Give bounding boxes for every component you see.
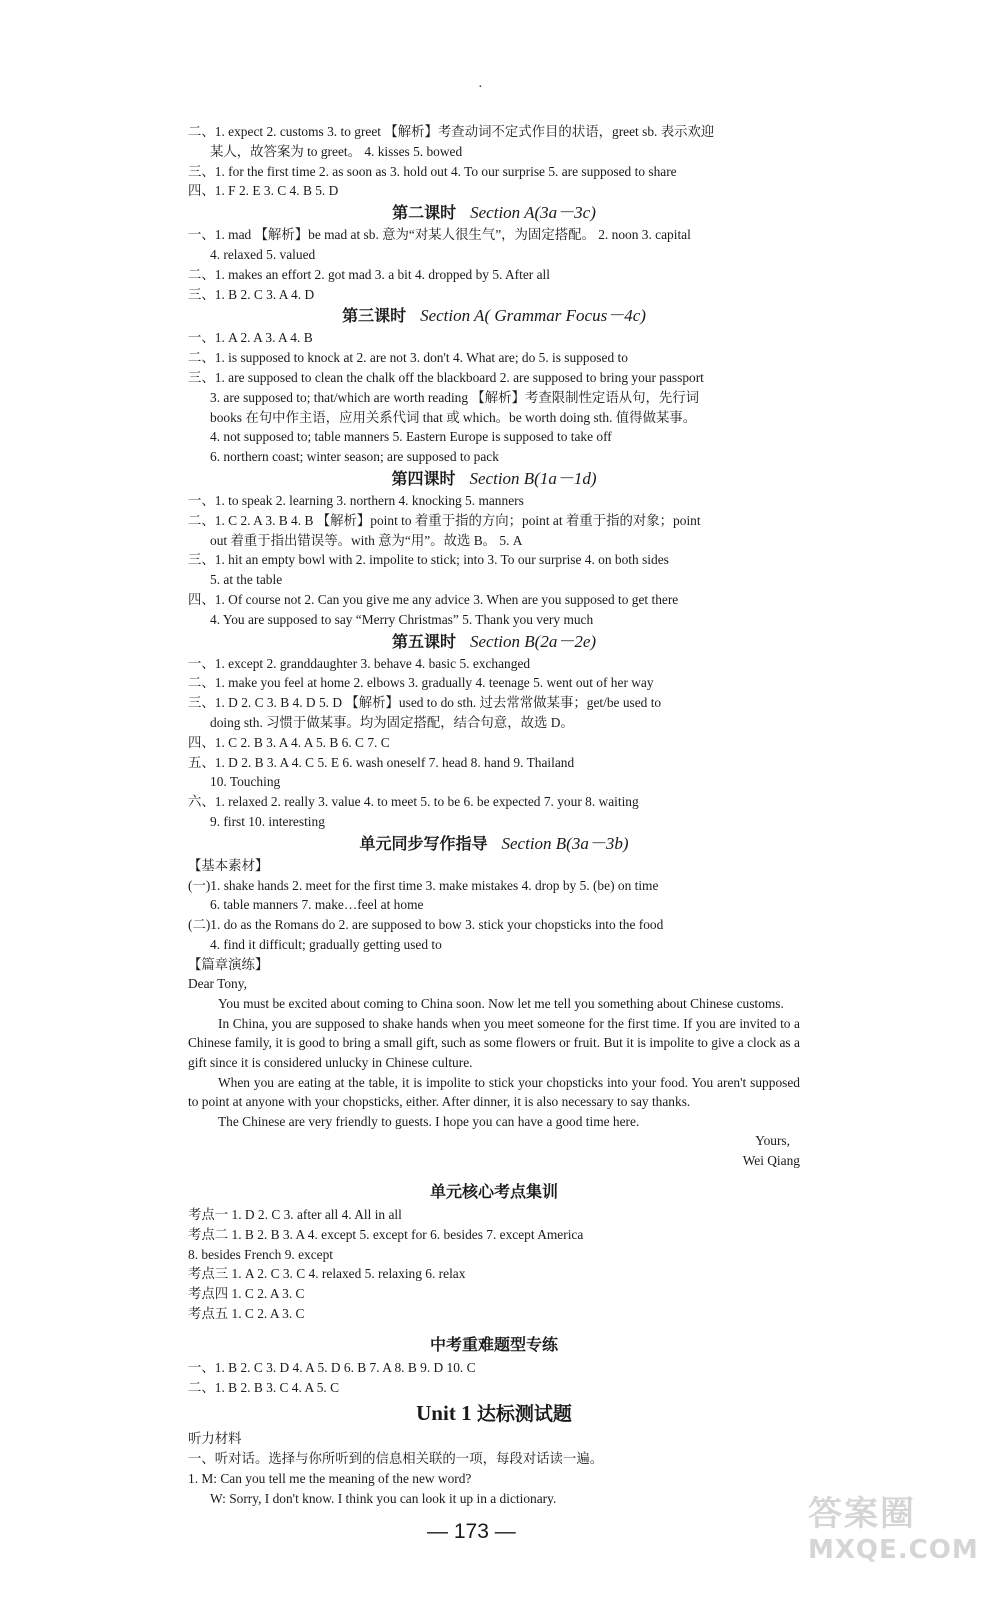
answer-line: 【篇章演练】	[188, 956, 269, 972]
lesson-section: Section B(1a－1d)	[469, 468, 597, 488]
answer-line: 四、1. C 2. B 3. A 4. A 5. B 6. C 7. C	[188, 734, 390, 750]
lesson-heading	[188, 832, 800, 856]
lesson-section: Section B(2a－2e)	[469, 631, 597, 651]
answer-line: 一、1. A 2. A 3. A 4. B	[188, 330, 313, 346]
answer-line: 三、1. hit an empty bowl with 2. impolite to stick; into 3. To our surprise 4. on both sides	[188, 552, 669, 568]
lesson-heading	[188, 630, 800, 654]
answer-line: 考点一 1. D 2. C 3. after all 4. All in all	[188, 1207, 402, 1223]
answer-line: doing sth. 习惯于做某事。均为固定搭配，结合句意，故选 D。	[210, 714, 574, 730]
answer-line: 三、1. D 2. C 3. B 4. D 5. D 【解析】used to do sth. 过去常常做某事；get/be used to	[188, 695, 662, 711]
letter-paragraph: In China, you are supposed to shake hands when you meet someone for the first time. If you are invited to a Chinese family, it is good to bring a small gift, such as some flowers or fruit. But it is impolite to give a clock as a gift since it is considered unlucky in Chinese culture.	[188, 1015, 800, 1071]
answer-line: 二、1. makes an effort 2. got mad 3. a bit 4. dropped by 5. After all	[188, 266, 550, 282]
spacer	[188, 1171, 800, 1179]
lesson-title: 第四课时	[391, 468, 456, 488]
answer-line: 二、1. expect 2. customs 3. to greet 【解析】考查动词不定式作目的状语，greet sb. 表示欢迎	[188, 124, 715, 139]
answer-line: 一、1. to speak 2. learning 3. northern 4. knocking 5. manners	[188, 492, 524, 508]
answer-line: 三、1. for the first time 2. as soon as 3. hold out 4. To our surprise 5. are supposed to share	[188, 163, 677, 179]
lesson-section: Section A(3a－3c)	[470, 203, 596, 223]
lesson-heading	[188, 201, 800, 225]
unit-heading	[188, 1397, 800, 1429]
section-heading: 中考重难题型专练	[429, 1334, 558, 1354]
answer-line: 六、1. relaxed 2. really 3. value 4. to meet 5. to be 6. be expected 7. your 8. waiting	[188, 794, 639, 810]
answer-line: 8. besides French 9. except	[188, 1246, 334, 1262]
lesson-title: 第三课时	[342, 306, 407, 326]
watermark-url: MXQE.COM	[808, 1535, 979, 1565]
answer-line: 二、1. C 2. A 3. B 4. B 【解析】point to 着重于指的方向；point at 着重于指的对象；point	[188, 512, 701, 528]
answer-line: out 着重于指出错误等。with 意为“用”。故选 B。 5. A	[210, 532, 523, 548]
unit-title: 达标测试题	[476, 1403, 572, 1426]
answer-line: W: Sorry, I don't know. I think you can look it up in a dictionary.	[210, 1490, 557, 1506]
answer-line: 二、1. make you feel at home 2. elbows 3. gradually 4. teenage 5. went out of her way	[188, 675, 654, 691]
answer-line: 三、1. B 2. C 3. A 4. D	[188, 286, 315, 302]
section-heading: 单元核心考点集训	[429, 1182, 558, 1202]
letter-paragraph: When you are eating at the table, it is impolite to stick your chopsticks into your food. You aren't supposed to point at anyone with your chopsticks, either. After dinner, it is also necessary to say thanks.	[188, 1074, 800, 1110]
answer-line: 一、听对话。选择与你所听到的信息相关联的一项，每段对话读一遍。	[188, 1451, 604, 1467]
answer-line: 考点五 1. C 2. A 3. C	[188, 1306, 305, 1322]
letter-paragraph: The Chinese are very friendly to guests. I hope you can have a good time here.	[218, 1113, 640, 1129]
answer-line: Dear Tony,	[188, 976, 247, 992]
answer-content	[188, 122, 800, 1509]
watermark-text: 答案圈	[808, 1494, 916, 1534]
unit-number: Unit 1	[416, 1401, 477, 1426]
answer-line: 考点三 1. A 2. C 3. C 4. relaxed 5. relaxing 6. relax	[188, 1266, 466, 1282]
answer-line: 6. table manners 7. make…feel at home	[210, 897, 424, 913]
answer-line: 一、1. except 2. granddaughter 3. behave 4. basic 5. exchanged	[188, 655, 531, 671]
answer-line: 一、1. mad 【解析】be mad at sb. 意为“对某人很生气”，为固定搭配。 2. noon 3. capital	[188, 227, 691, 243]
letter-signature: Wei Qiang	[742, 1153, 800, 1169]
answer-line: 考点四 1. C 2. A 3. C	[188, 1286, 305, 1302]
answer-line: 四、1. Of course not 2. Can you give me any advice 3. When are you supposed to get there	[188, 591, 679, 607]
answer-line: 四、1. F 2. E 3. C 4. B 5. D	[188, 183, 339, 199]
lesson-section: Section A( Grammar Focus－4c)	[420, 306, 646, 326]
page-number: — 173 —	[427, 1520, 516, 1543]
spacer	[188, 1324, 800, 1332]
lesson-section: Section B(3a－3b)	[501, 833, 629, 853]
lesson-title: 第五课时	[391, 631, 456, 651]
lesson-heading	[188, 304, 800, 328]
answer-line: 一、1. B 2. C 3. D 4. A 5. D 6. B 7. A 8. B 9. D 10. C	[188, 1359, 476, 1375]
answer-line: 三、1. are supposed to clean the chalk off the blackboard 2. are supposed to bring your passport	[188, 369, 704, 385]
answer-line: 9. first 10. interesting	[210, 813, 325, 829]
answer-line: 听力材料	[188, 1431, 242, 1447]
answer-line: 5. at the table	[210, 572, 283, 588]
answer-line: books 在句中作主语，应用关系代词 that 或 which。be worth doing sth. 值得做某事。	[210, 409, 697, 425]
answer-line: (一)1. shake hands 2. meet for the first time 3. make mistakes 4. drop by 5. (be) on time	[188, 877, 659, 893]
top-mark: ·	[478, 80, 483, 95]
answer-line: 4. relaxed 5. valued	[210, 246, 316, 262]
lesson-title: 单元同步写作指导	[359, 833, 488, 853]
watermark-logo	[808, 1486, 979, 1566]
answer-line: 1. M: Can you tell me the meaning of the new word?	[188, 1471, 472, 1486]
answer-line: 二、1. B 2. B 3. C 4. A 5. C	[188, 1379, 340, 1395]
answer-line: 6. northern coast; winter season; are supposed to pack	[210, 449, 499, 465]
answer-line: 4. not supposed to; table manners 5. Eastern Europe is supposed to take off	[210, 429, 612, 445]
answer-line: 3. are supposed to; that/which are worth reading 【解析】考查限制性定语从句，先行词	[210, 389, 700, 405]
lesson-heading	[188, 467, 800, 491]
lesson-title: 第二课时	[392, 203, 457, 223]
letter-paragraph: You must be excited about coming to China soon. Now let me tell you something about Chinese customs.	[218, 996, 784, 1012]
answer-line: 4. You are supposed to say “Merry Christmas” 5. Thank you very much	[210, 611, 594, 627]
letter-signature: Yours,	[755, 1133, 790, 1149]
answer-line: 考点二 1. B 2. B 3. A 4. except 5. except for 6. besides 7. except America	[188, 1226, 584, 1242]
answer-line: 4. find it difficult; gradually getting used to	[210, 936, 442, 952]
answer-line: 二、1. is supposed to knock at 2. are not 3. don't 4. What are; do 5. is supposed to	[188, 350, 628, 366]
answer-line: 五、1. D 2. B 3. A 4. C 5. E 6. wash oneself 7. head 8. hand 9. Thailand	[188, 754, 575, 770]
answer-line: 某人，故答案为 to greet。 4. kisses 5. bowed	[210, 143, 463, 159]
answer-line: 10. Touching	[210, 774, 281, 790]
answer-line: (二)1. do as the Romans do 2. are supposed to bow 3. stick your chopsticks into the food	[188, 917, 664, 933]
answer-line: 【基本素材】	[188, 857, 269, 873]
